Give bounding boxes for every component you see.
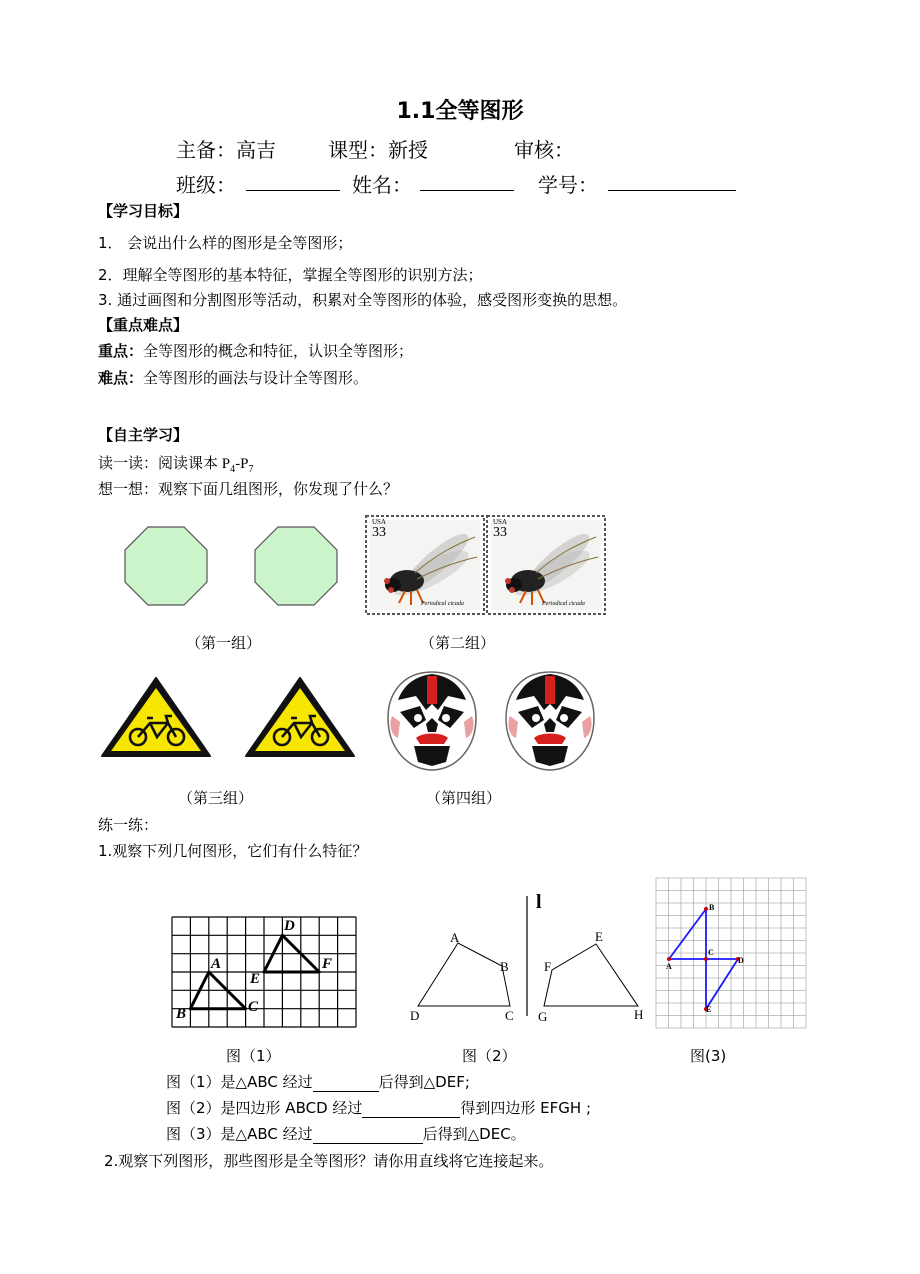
opera-mask — [386, 670, 478, 772]
fill-2-blank[interactable] — [362, 1101, 460, 1118]
lesson-type-value: 新授 — [388, 138, 428, 162]
cicada-stamp — [365, 515, 485, 615]
difficulty-line — [98, 367, 368, 388]
fill-3-blank[interactable] — [313, 1127, 423, 1144]
think-line: 想一想：观察下面几组图形，你发现了什么？ — [98, 480, 399, 498]
name-field[interactable] — [420, 170, 514, 191]
fig2-label-g: G — [538, 1009, 548, 1024]
group-caption: （第二组） — [420, 634, 496, 652]
fig1-label-e: E — [250, 971, 261, 987]
figure-3-grid — [656, 878, 806, 1028]
difficulty-text: 全等图形的画法与设计全等图形。 — [143, 369, 369, 387]
difficulty-label: 难点： — [98, 369, 144, 387]
fig2-label-h: H — [634, 1007, 644, 1022]
fig2-label-d: D — [410, 1008, 420, 1023]
read-line — [98, 452, 253, 475]
focus-label: 重点： — [98, 342, 144, 360]
fig2-label-l: l — [536, 891, 542, 913]
focus-line — [98, 340, 413, 361]
student-id-field[interactable] — [608, 170, 736, 191]
read-prefix: 读一读：阅读课本 P — [98, 456, 231, 472]
fig1-label-f: F — [322, 956, 333, 972]
bicycle-warning-sign — [100, 676, 212, 758]
lesson-type-label: 课型： — [328, 138, 388, 162]
fig1-label-d: D — [284, 918, 295, 934]
fig1-label-a: A — [211, 956, 222, 972]
fig2-label-f: F — [544, 959, 552, 974]
fill-3-prefix: 图（3）是△ABC 经过 — [166, 1125, 313, 1143]
stamp-country: USA — [372, 518, 387, 526]
objective-item: 2．理解全等图形的基本特征，掌握全等图形的识别方法； — [98, 266, 483, 284]
preparer-value: 高吉 — [236, 138, 276, 162]
fig3-label-b: B — [709, 903, 715, 912]
fill-1-blank[interactable] — [313, 1075, 379, 1092]
lesson-type-line — [328, 134, 428, 163]
cicada-stamp — [486, 515, 606, 615]
fig1-label-b: B — [176, 1006, 187, 1022]
opera-mask — [504, 670, 596, 772]
fill-line-1 — [166, 1071, 470, 1092]
fig3-label-d: D — [738, 956, 744, 965]
keypoints-heading: 【重点难点】 — [98, 316, 189, 334]
stamp-caption: Periodical cicada — [542, 601, 585, 607]
group-caption: （第四组） — [426, 789, 502, 807]
bicycle-warning-sign — [244, 676, 356, 758]
question-2: 2.观察下列图形，那些图形是全等图形？请你用直线将它连接起来。 — [104, 1152, 554, 1170]
fig1-label-c: C — [248, 999, 259, 1015]
read-dash: -P — [235, 456, 249, 472]
fill-1-prefix: 图（1）是△ABC 经过 — [166, 1073, 313, 1091]
preparer-label: 主备： — [176, 138, 236, 162]
student-id-label: 学号： — [538, 173, 598, 197]
figure-caption: 图（2） — [462, 1047, 517, 1065]
fill-2-suffix: 得到四边形 EFGH ; — [460, 1099, 592, 1117]
figure-2-quadrilaterals — [410, 896, 650, 1016]
fill-line-2 — [166, 1097, 591, 1118]
objective-item: 1． 会说出什么样的图形是全等图形； — [98, 234, 353, 252]
class-field[interactable] — [246, 170, 340, 191]
stamp-value: 33 — [493, 525, 507, 540]
question-1: 1.观察下列几何图形，它们有什么特征？ — [98, 842, 368, 860]
octagon-figure — [254, 526, 338, 606]
focus-text: 全等图形的概念和特征，认识全等图形； — [143, 342, 414, 360]
self-study-heading: 【自主学习】 — [98, 426, 189, 444]
fig3-label-e: E — [706, 1005, 712, 1014]
group-caption: （第一组） — [186, 634, 262, 652]
class-label: 班级： — [176, 173, 236, 197]
stamp-value: 33 — [372, 525, 386, 540]
group-caption: （第三组） — [178, 789, 254, 807]
stamp-caption: Periodical cicada — [421, 601, 464, 607]
fig3-label-a: A — [666, 962, 672, 971]
fig2-label-a: A — [450, 930, 460, 945]
fill-2-prefix: 图（2）是四边形 ABCD 经过 — [166, 1099, 363, 1117]
fig2-label-e: E — [595, 929, 603, 944]
reviewer-label: 审核： — [514, 138, 574, 162]
read-page-start: 4 — [230, 464, 236, 475]
name-label: 姓名： — [352, 173, 412, 197]
practice-heading: 练一练： — [98, 816, 159, 834]
fill-1-suffix: 后得到△DEF; — [378, 1073, 470, 1091]
stamp-country: USA — [493, 518, 508, 526]
preparer-line — [176, 134, 276, 163]
figure-caption: 图(3) — [690, 1047, 727, 1065]
fill-3-suffix: 后得到△DEC。 — [422, 1125, 526, 1143]
figure-caption: 图（1） — [226, 1047, 281, 1065]
objective-item: 3. 通过画图和分割图形等活动，积累对全等图形的体验，感受图形变换的思想。 — [98, 291, 628, 309]
read-page-end: 7 — [248, 464, 254, 475]
fill-line-3 — [166, 1123, 526, 1144]
objectives-heading: 【学习目标】 — [98, 202, 189, 220]
octagon-figure — [124, 526, 208, 606]
fig2-label-c: C — [505, 1008, 514, 1023]
fig2-label-b: B — [500, 959, 509, 974]
page-title: 1.1全等图形 — [396, 99, 524, 124]
fig3-label-c: C — [708, 948, 714, 957]
